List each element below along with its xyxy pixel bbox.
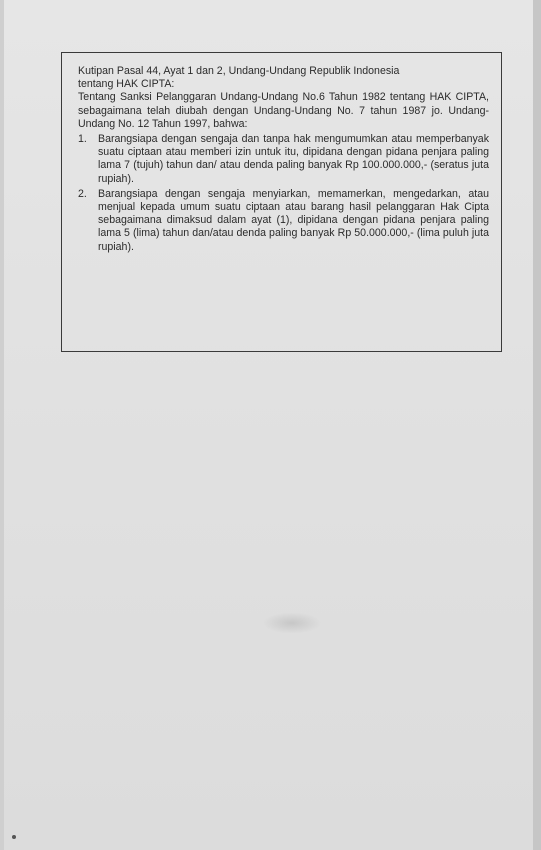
sanctions-list: [78, 133, 489, 254]
copyright-notice-box: [61, 52, 502, 352]
notice-heading-line: Kutipan Pasal 44, Ayat 1 dan 2, Undang-Undang Republik Indonesia: [78, 65, 400, 77]
list-item-text: Barangsiapa dengan sengaja menyiarkan, memamerkan, mengedarkan, atau menjual kepada umum suatu ciptaan atau barang hasil pelanggaran Hak Cipta sebagaimana dimaksud dalam ayat (1), dipidana dengan pidana penjara paling lama 5 (lima) tahun dan/atau denda paling banyak Rp 50.000.000,- (lima puluh juta rupiah).: [98, 187, 489, 253]
list-item-text: Barangsiapa dengan sengaja dan tanpa hak mengumumkan atau memperbanyak suatu ciptaan atau memberi izin untuk itu, dipidana dengan pidana penjara paling lama 7 (tujuh) tahun dan/ atau denda paling banyak Rp 100.000.000,- (seratus juta rupiah).: [98, 133, 489, 185]
list-item: [78, 133, 489, 186]
list-item-number: 1.: [78, 133, 87, 146]
notice-heading: [78, 65, 489, 91]
list-item-number: 2.: [78, 187, 87, 200]
notice-paragraph: Tentang Sanksi Pelanggaran Undang-Undang No.6 Tahun 1982 tentang HAK CIPTA, sebagaimana telah diubah dengan Undang-Undang No. 7 tahun 1987 jo. Undang-Undang No. 12 Tahun 1997, bahwa:: [78, 91, 489, 130]
notice-heading-line: tentang HAK CIPTA:: [78, 78, 175, 91]
paper-spot: [12, 835, 16, 839]
list-item: [78, 188, 489, 254]
paper-smudge: [262, 612, 322, 634]
